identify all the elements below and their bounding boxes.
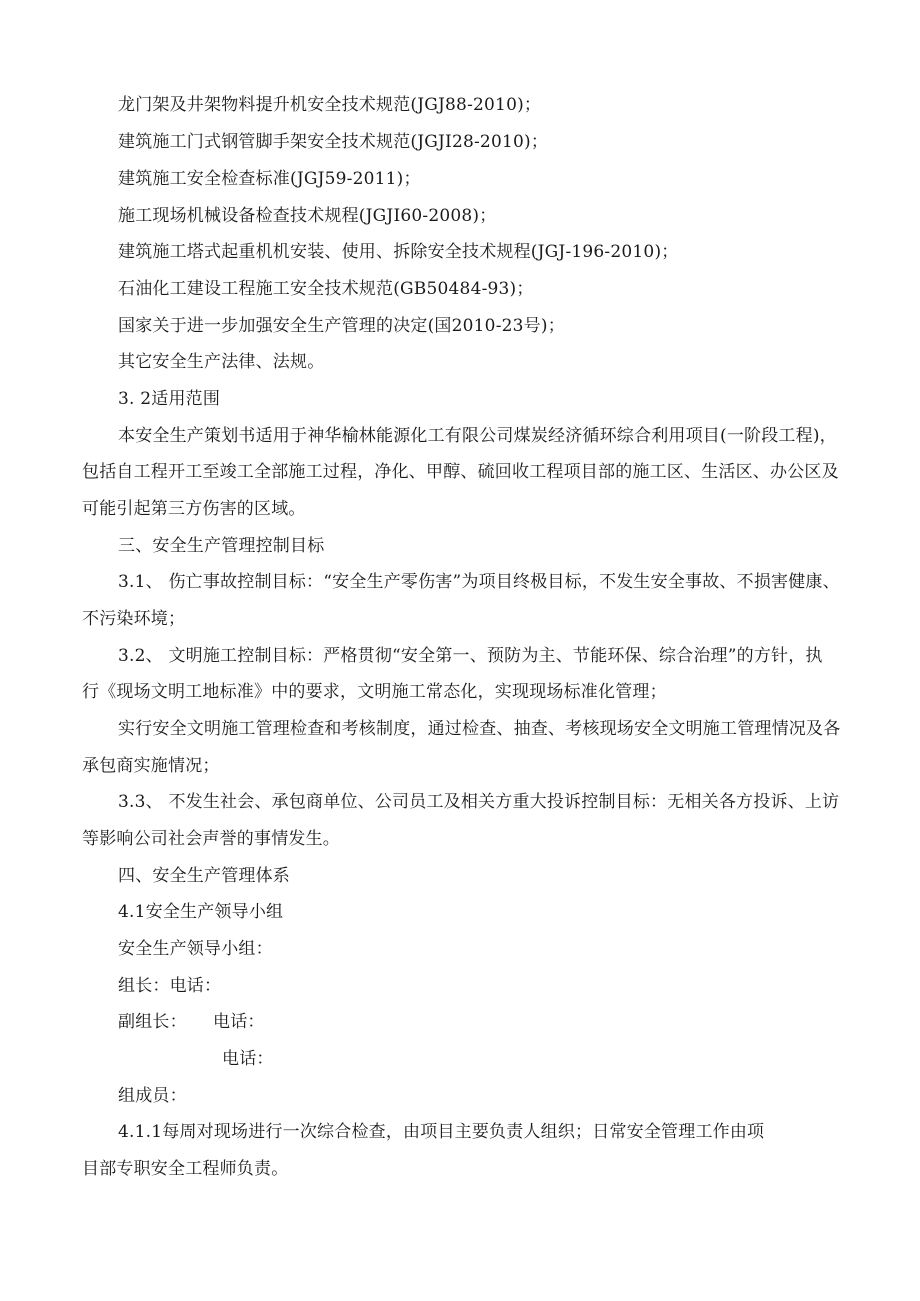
section-heading-targets: 三、安全生产管理控制目标	[118, 536, 325, 556]
deputy-phone-label: 电话：	[213, 1012, 265, 1032]
target-3-3-line-2: 等影响公司社会声誉的事情发生。	[82, 829, 340, 849]
scope-paragraph-line-1: 本安全生产策划书适用于神华榆林能源化工有限公司煤炭经济循环综合利用项目(一阶段工程)，	[118, 426, 837, 446]
regulation-line-3: 建筑施工安全检查标准(JGJ59-2011)；	[118, 169, 421, 189]
deputy-leader-label: 副组长：	[118, 1012, 187, 1032]
section-heading-scope: 3. 2适用范围	[118, 389, 221, 409]
section-heading-system: 四、安全生产管理体系	[118, 866, 290, 886]
weekly-inspection-line-1: 4.1.1每周对现场进行一次综合检查，由项目主要负责人组织；日常安全管理工作由项	[118, 1122, 765, 1142]
subsection-heading-leadership: 4.1安全生产领导小组	[118, 902, 284, 922]
target-3-2-line-1: 3.2、 文明施工控制目标：严格贯彻“安全第一、预防为主、节能环保、综合治理”的方针，执	[118, 646, 823, 666]
weekly-inspection-line-2: 目部专职安全工程师负责。	[82, 1159, 289, 1179]
leadership-group-label: 安全生产领导小组：	[118, 939, 273, 959]
target-3-1-line-1: 3.1、 伤亡事故控制目标：“安全生产零伤害”为项目终极目标，不发生安全事故、不损害健康、	[118, 572, 840, 592]
leader-phone-label: 组长：电话：	[118, 976, 222, 996]
scope-paragraph-line-3: 可能引起第三方伤害的区域。	[82, 499, 306, 519]
scope-paragraph-line-2: 包括自工程开工至竣工全部施工过程，净化、甲醇、硫回收工程项目部的施工区、生活区、办公区及	[82, 462, 839, 482]
regulation-line-5: 建筑施工塔式起重机机安装、使用、拆除安全技术规程(JGJ-196-2010)；	[118, 242, 679, 262]
regulation-line-2: 建筑施工门式钢管脚手架安全技术规范(JGJI28-2010)；	[118, 132, 549, 152]
inspection-paragraph-line-2: 承包商实施情况；	[82, 756, 220, 776]
regulation-line-1: 龙门架及井架物料提升机安全技术规范(JGJ88-2010)；	[118, 95, 542, 115]
members-label: 组成员：	[118, 1086, 187, 1106]
regulation-line-6: 石油化工建设工程施工安全技术规范(GB50484-93)；	[118, 279, 534, 299]
regulation-line-8: 其它安全生产法律、法规。	[118, 352, 325, 372]
second-phone-label: 电话：	[222, 1049, 274, 1069]
target-3-2-line-2: 行《现场文明工地标准》中的要求，文明施工常态化，实现现场标准化管理；	[82, 682, 667, 702]
regulation-line-4: 施工现场机械设备检查技术规程(JGJI60-2008)；	[118, 206, 497, 226]
regulation-line-7: 国家关于进一步加强安全生产管理的决定(国2010-23号)；	[118, 316, 565, 336]
inspection-paragraph-line-1: 实行安全文明施工管理检查和考核制度，通过检查、抽查、考核现场安全文明施工管理情况及各	[118, 719, 841, 739]
target-3-1-line-2: 不污染环境；	[82, 609, 186, 629]
target-3-3-line-1: 3.3、 不发生社会、承包商单位、公司员工及相关方重大投诉控制目标：无相关各方投诉、上访	[118, 792, 840, 812]
